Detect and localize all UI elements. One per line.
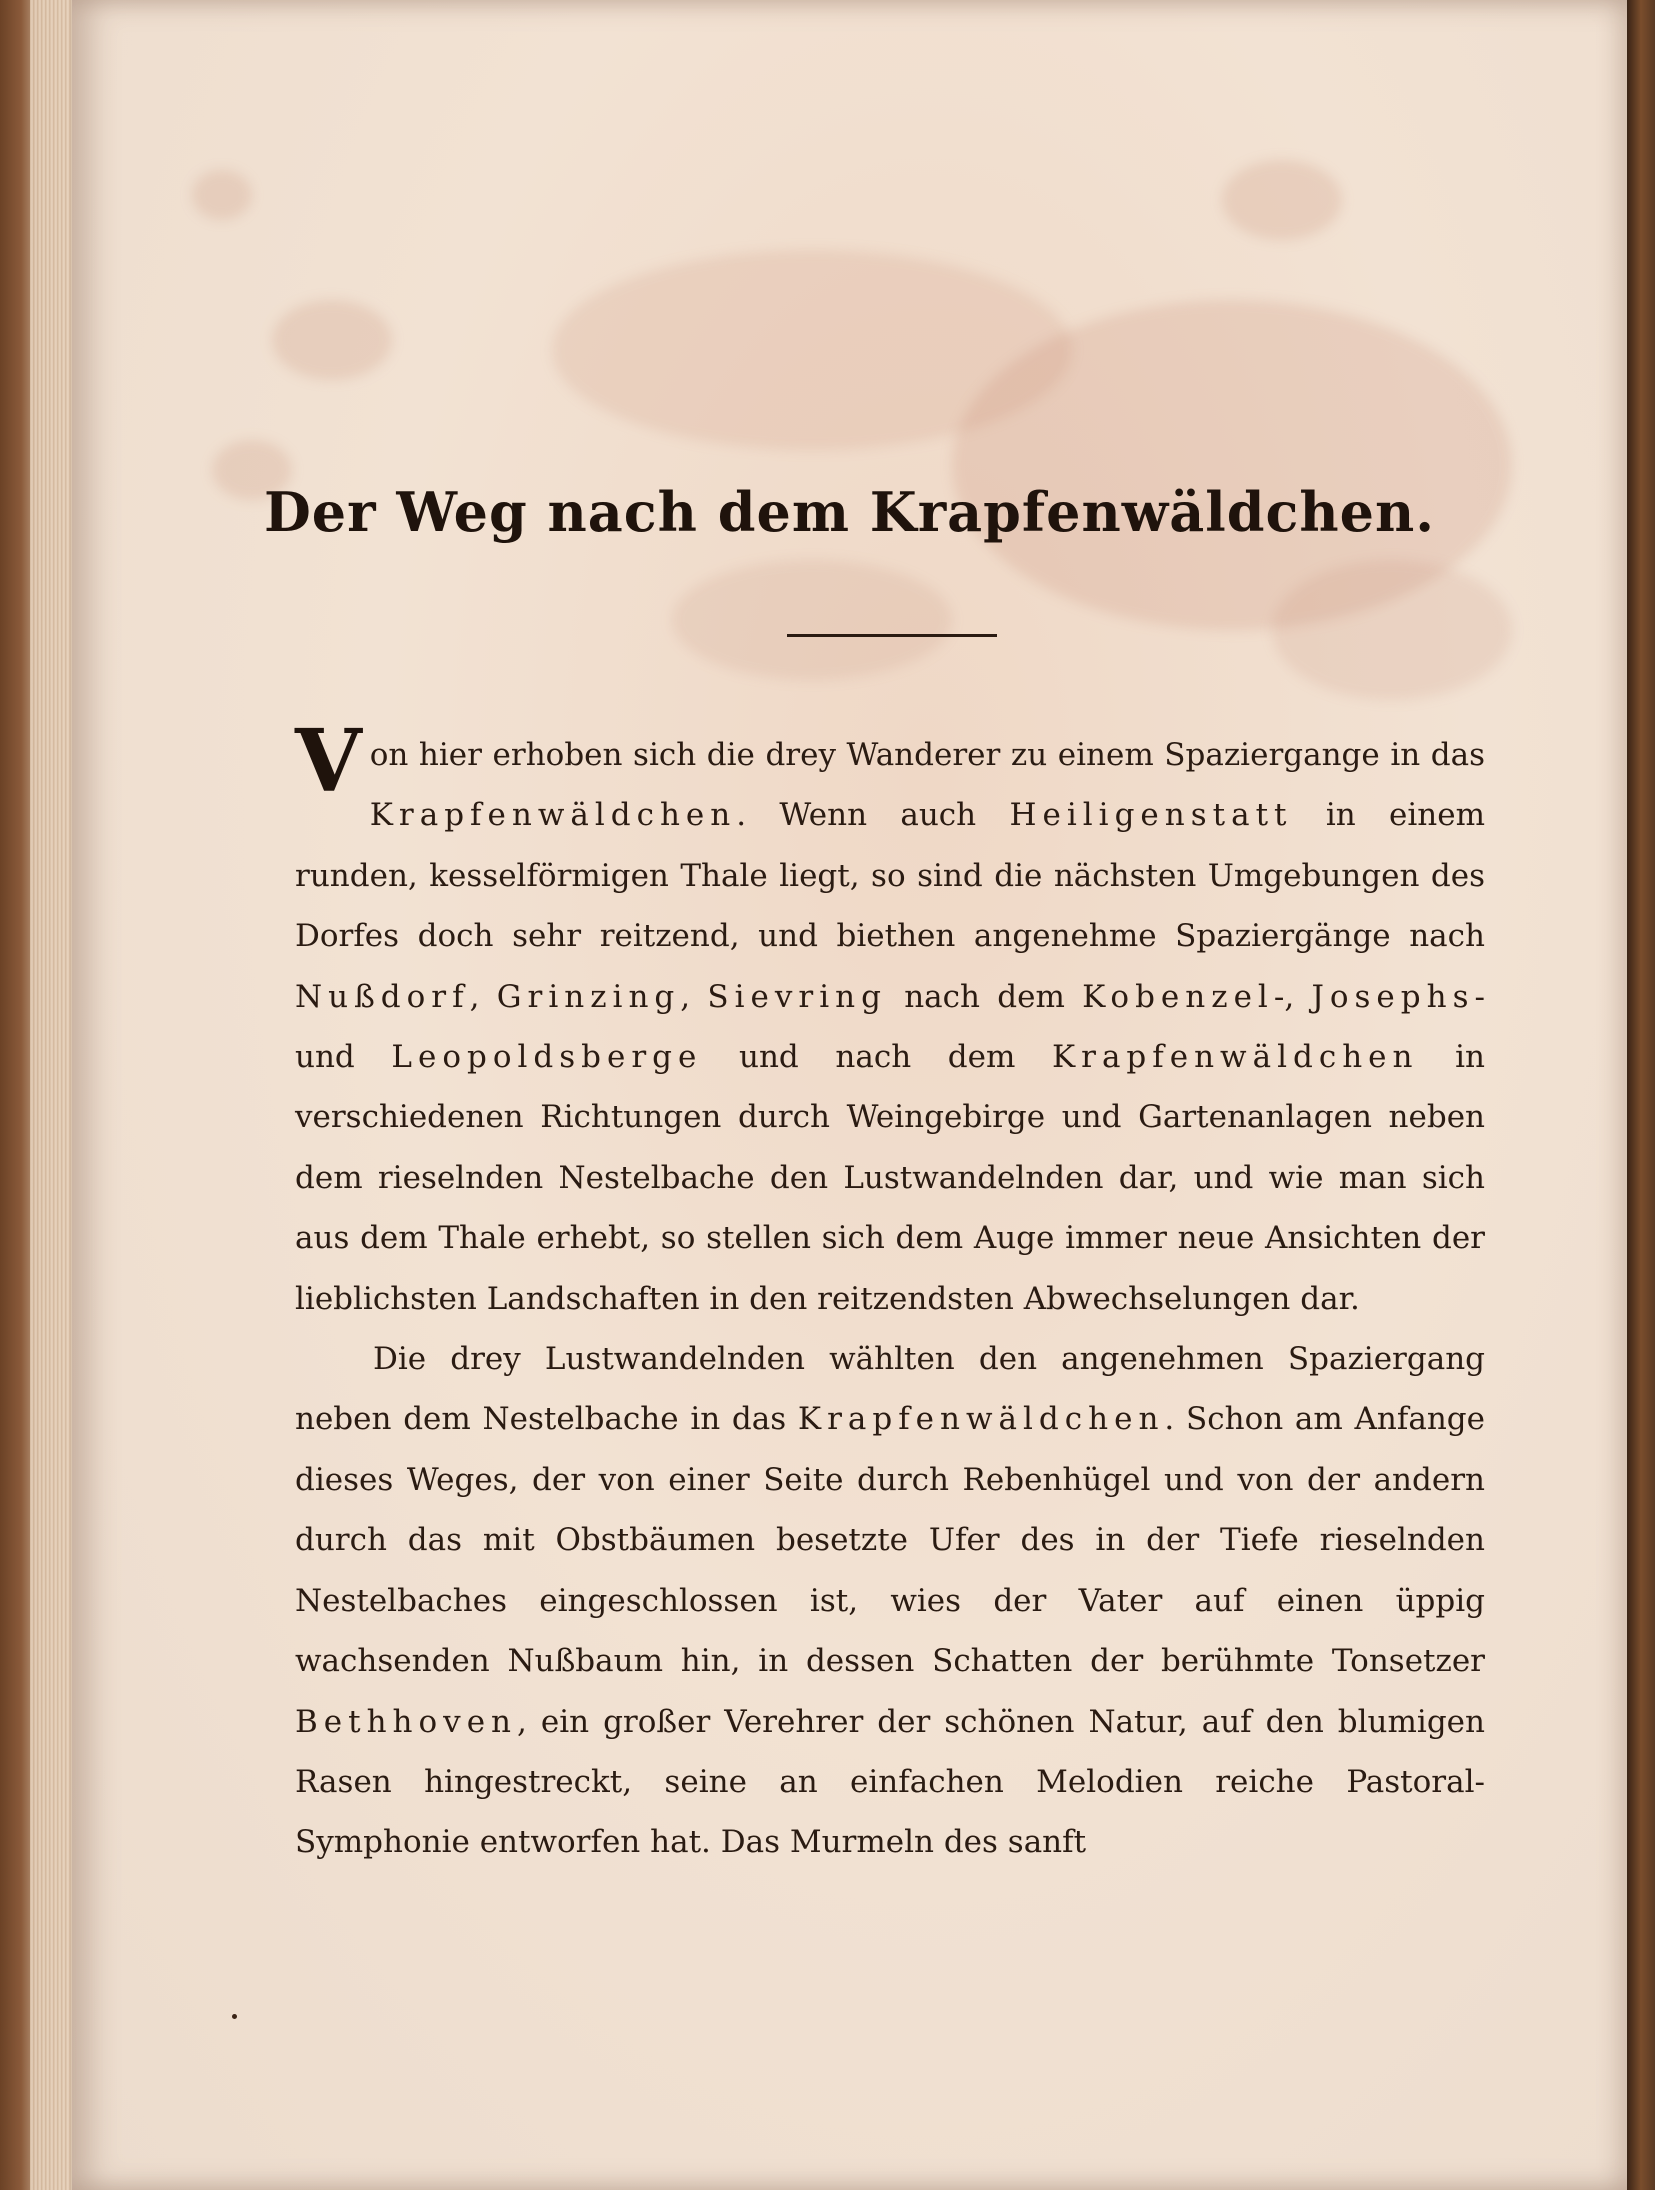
text-run: ,	[469, 978, 497, 1015]
text-run: . Schon am Anfange dieses Weges, der von einer Seite durch Rebenhügel und von der andern durch das mit Obstbäumen besetzte Ufer des in der Tiefe rieselnden Nestelbaches eingeschlossen ist, wies der Vater auf einen üppig wachsenden Nußbaum hin, in dessen Schatten der berühmte Tonsetzer	[295, 1401, 1485, 1680]
text-run: Die drey Lustwandelnden wählten den angenehmen Spaziergang neben dem Nestelbache in das	[295, 1341, 1485, 1438]
text-run: -,	[1273, 978, 1312, 1015]
emphasized-name: Krapfenwäldchen	[797, 1401, 1165, 1438]
text-run: - und	[295, 978, 1485, 1076]
foxing-stain	[1272, 560, 1512, 700]
emphasized-name: Kobenzel	[1082, 978, 1274, 1015]
page-title: Der Weg nach dem Krapfenwäldchen.	[263, 480, 1436, 544]
page-edges-left	[30, 0, 75, 2190]
ink-speck	[232, 2014, 237, 2019]
emphasized-name: Bethhoven	[295, 1703, 518, 1740]
text-run: in verschiedenen Richtungen durch Weingebirge und Gartenanlagen neben dem rieselnden Nestelbache den Lustwandelnden dar, und wie man sich aus dem Thale erhebt, so stellen sich dem Auge immer neue Ansichten der lieblichsten Landschaften in den reitzendsten Abwechselungen dar.	[295, 1039, 1485, 1317]
paragraph	[295, 711, 1485, 1329]
text-run: on hier erhoben sich die drey Wanderer zu einem Spaziergange in das	[369, 737, 1485, 773]
foxing-stain	[552, 250, 1072, 450]
foxing-stain	[1222, 160, 1342, 240]
text-run: und nach dem	[702, 1039, 1052, 1076]
emphasized-name: Josephs	[1311, 978, 1475, 1015]
text-run: , ein großer Verehrer der schönen Natur, auf den blumigen Rasen hingestreckt, seine an einfachen Melodien reiche Pastoral-Symphonie entworfen hat. Das Murmeln des sanft	[295, 1703, 1485, 1861]
emphasized-name: Leopoldsberge	[391, 1039, 703, 1076]
title-rule	[787, 634, 997, 637]
emphasized-name: Sievring	[707, 978, 887, 1015]
text-run: in einem runden, kesselförmigen Thale liegt, so sind die nächsten Umgebungen des Dorfes doch sehr reitzend, und biethen angenehme Spaziergänge nach	[295, 797, 1485, 955]
book-cover-right	[1627, 0, 1655, 2190]
drop-cap: V	[295, 711, 362, 812]
foxing-stain	[272, 300, 392, 380]
text-run: ,	[680, 978, 708, 1015]
emphasized-name: Nußdorf	[295, 978, 470, 1015]
foxing-stain	[192, 170, 252, 220]
emphasized-name: Krapfenwäldchen	[1051, 1039, 1419, 1076]
foxing-stain	[672, 560, 952, 680]
emphasized-name: Heiligenstatt	[1009, 797, 1293, 834]
body-text	[295, 711, 1485, 1873]
foxing-stain	[952, 300, 1512, 630]
paragraph	[295, 1329, 1485, 1873]
emphasized-name: Krapfenwäldchen	[369, 797, 737, 834]
text-run: nach dem	[886, 978, 1083, 1015]
emphasized-name: Grinzing	[496, 978, 681, 1015]
text-run: . Wenn auch	[736, 797, 1010, 834]
